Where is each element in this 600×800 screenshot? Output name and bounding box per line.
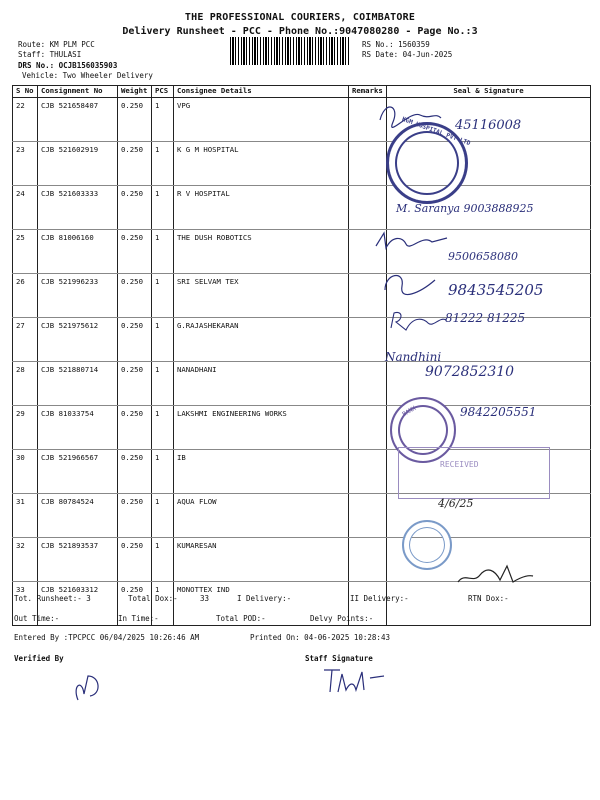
row-consignee: G.RAJASHEKARAN <box>174 318 349 362</box>
entered-by: Entered By :TPCPCC 06/04/2025 10:26:46 AM <box>14 633 200 642</box>
vehicle: Vehicle: Two Wheeler Delivery <box>22 71 153 80</box>
row-consignee: VPG <box>174 98 349 142</box>
row-pcs: 1 <box>152 494 174 538</box>
delivery-points: Delvy Points:- <box>310 614 374 623</box>
printed-on: Printed On: 04-06-2025 10:28:43 <box>250 633 390 642</box>
row-consignment-no: CJB 81033754 <box>38 406 118 450</box>
signature-row33 <box>455 560 535 590</box>
verified-by: Verified By <box>14 654 64 663</box>
row-pcs: 1 <box>152 450 174 494</box>
row-weight: 0.250 <box>118 538 152 582</box>
row-consignee: KUMARESAN <box>174 538 349 582</box>
received-stamp-text: RECEIVED <box>440 460 479 469</box>
row-pcs: 1 <box>152 538 174 582</box>
row-weight: 0.250 <box>118 142 152 186</box>
row-consignee: SRI SELVAM TEX <box>174 274 349 318</box>
received-stamp <box>398 447 550 499</box>
row-sno: 25 <box>13 230 38 274</box>
row-consignment-no: CJB 80784524 <box>38 494 118 538</box>
row-weight: 0.250 <box>118 230 152 274</box>
row-sno: 22 <box>13 98 38 142</box>
row-weight: 0.250 <box>118 274 152 318</box>
row-consignment-no: CJB 521893537 <box>38 538 118 582</box>
row-pcs: 1 <box>152 406 174 450</box>
company-title: THE PROFESSIONAL COURIERS, COIMBATORE <box>184 12 416 23</box>
row-consignment-no: CJB 521966567 <box>38 450 118 494</box>
total-dox-value: 33 <box>200 594 210 603</box>
row-consignee: AQUA FLOW <box>174 494 349 538</box>
total-runsheet: Tot. Runsheet:- 3 <box>14 594 91 603</box>
hw-row28: Nandhini <box>385 350 442 364</box>
staff-signature <box>320 664 390 696</box>
table-row <box>13 142 591 186</box>
table-row <box>13 494 591 538</box>
row-pcs: 1 <box>152 230 174 274</box>
row-pcs: 1 <box>152 582 174 626</box>
row-remarks <box>349 362 387 406</box>
hw-row28-phone: 9072852310 <box>425 364 515 380</box>
row-remarks <box>349 142 387 186</box>
hw-row29: 9842205551 <box>460 405 537 419</box>
drs-number: DRS No.: OCJB156035903 <box>18 61 118 70</box>
rs-number: RS No.: 1560359 <box>362 40 430 49</box>
row-remarks <box>349 450 387 494</box>
staff: Staff: THULASI <box>18 50 82 59</box>
verified-signature <box>70 672 110 704</box>
row-pcs: 1 <box>152 362 174 406</box>
hw-row31: 4/6/25 <box>438 497 474 510</box>
row-sno: 28 <box>13 362 38 406</box>
row-sno: 33 <box>13 582 38 626</box>
row-consignment-no: CJB 81006160 <box>38 230 118 274</box>
row-sno: 32 <box>13 538 38 582</box>
signature-row22 <box>375 100 445 130</box>
row-pcs: 1 <box>152 186 174 230</box>
col-seal: Seal & Signature <box>387 86 591 98</box>
in-time: In Time:- <box>118 614 159 623</box>
signature-row26 <box>380 268 440 298</box>
row-consignment-no: CJB 521880714 <box>38 362 118 406</box>
row-weight: 0.250 <box>118 318 152 362</box>
col-pcs: PCS <box>152 86 174 98</box>
i-delivery: I Delivery:- <box>237 594 292 603</box>
hw-row24: M. Saranya 9003888925 <box>396 202 534 215</box>
row-consignee: LAKSHMI ENGINEERING WORKS <box>174 406 349 450</box>
total-dox-label: Total Dox:- <box>128 594 178 603</box>
row-consignee: K G M HOSPITAL <box>174 142 349 186</box>
consignment-table <box>12 85 591 626</box>
rs-date: RS Date: 04-Jun-2025 <box>362 50 453 59</box>
row-sno: 23 <box>13 142 38 186</box>
hw-row25: 9500658080 <box>448 250 518 263</box>
row-weight: 0.250 <box>118 582 152 626</box>
col-sno: S No <box>13 86 38 98</box>
row-sno: 27 <box>13 318 38 362</box>
col-consignment: Consignment No <box>38 86 118 98</box>
route: Route: KM PLM PCC <box>18 40 95 49</box>
row-remarks <box>349 318 387 362</box>
row-weight: 0.250 <box>118 494 152 538</box>
row-weight: 0.250 <box>118 406 152 450</box>
small-stamp <box>402 520 452 570</box>
col-consignee: Consignee Details <box>174 86 349 98</box>
row-consignee: THE DUSH ROBOTICS <box>174 230 349 274</box>
row-consignee: R V HOSPITAL <box>174 186 349 230</box>
hw-row27: 81222 81225 <box>445 311 526 325</box>
ii-delivery: II Delivery:- <box>350 594 409 603</box>
row-consignment-no: CJB 521603333 <box>38 186 118 230</box>
row-sno: 29 <box>13 406 38 450</box>
row-consignee: MONOTTEX IND <box>174 582 349 626</box>
hw-row26: 9843545205 <box>448 281 544 299</box>
row-weight: 0.250 <box>118 362 152 406</box>
signature-row27 <box>388 308 448 333</box>
row-pcs: 1 <box>152 318 174 362</box>
row-pcs: 1 <box>152 142 174 186</box>
hw-row22: 45116008 <box>455 118 522 133</box>
row-consignee: IB <box>174 450 349 494</box>
col-weight: Weight <box>118 86 152 98</box>
row-consignment-no: CJB 521996233 <box>38 274 118 318</box>
row-consignment-no: CJB 521658407 <box>38 98 118 142</box>
row-sno: 24 <box>13 186 38 230</box>
total-pod: Total POD:- <box>216 614 266 623</box>
row-weight: 0.250 <box>118 450 152 494</box>
row-remarks <box>349 538 387 582</box>
rtn-dox: RTN Dox:- <box>468 594 509 603</box>
signature-row25 <box>372 228 462 253</box>
row-sno: 30 <box>13 450 38 494</box>
row-consignment-no: CJB 521603312 <box>38 582 118 626</box>
row-sno: 31 <box>13 494 38 538</box>
out-time: Out Time:- <box>14 614 60 623</box>
row-weight: 0.250 <box>118 98 152 142</box>
barcode <box>230 37 350 65</box>
runsheet-subtitle: Delivery Runsheet - PCC - Phone No.:9047080280 - Page No.:3 <box>122 26 478 37</box>
row-pcs: 1 <box>152 98 174 142</box>
hospital-stamp-text: KGM HOSPITAL PVT LTD <box>400 115 472 148</box>
bank-stamp-text: BANK <box>401 404 418 419</box>
row-weight: 0.250 <box>118 186 152 230</box>
row-sno: 26 <box>13 274 38 318</box>
row-remarks <box>349 406 387 450</box>
row-remarks <box>349 186 387 230</box>
staff-signature-label: Staff Signature <box>305 654 373 663</box>
row-remarks <box>349 494 387 538</box>
col-remarks: Remarks <box>349 86 387 98</box>
row-consignment-no: CJB 521602919 <box>38 142 118 186</box>
row-pcs: 1 <box>152 274 174 318</box>
row-consignee: NANADHANI <box>174 362 349 406</box>
row-consignment-no: CJB 521975612 <box>38 318 118 362</box>
